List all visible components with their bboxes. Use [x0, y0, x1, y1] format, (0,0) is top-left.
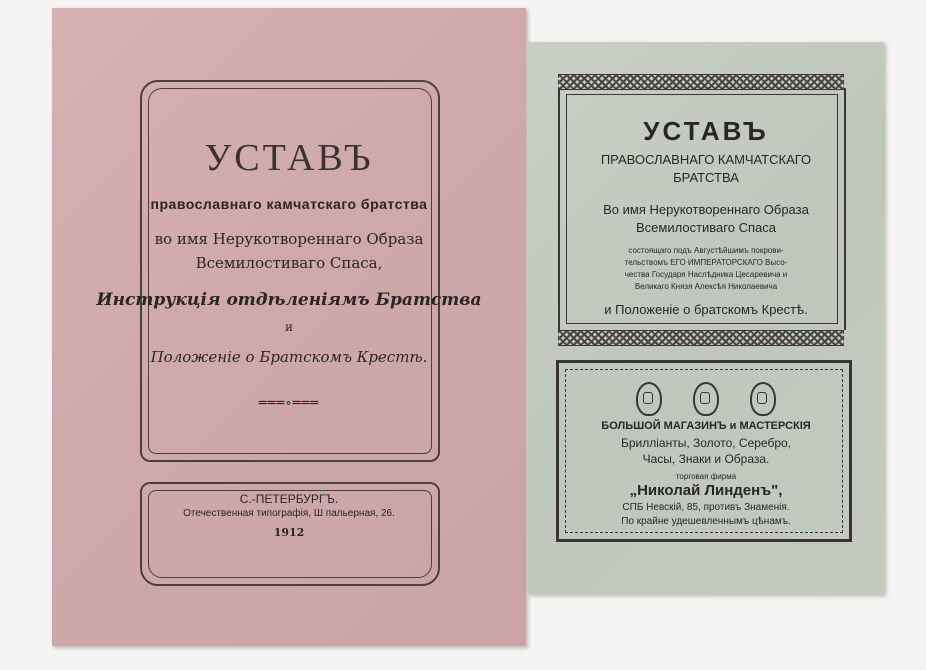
publication-year: 1912: [273, 526, 305, 539]
emblem-row: [528, 382, 884, 420]
publication-city: С.-ПЕТЕРБУРГЪ.: [239, 492, 339, 506]
coat-of-arms-icon: [693, 382, 719, 416]
brotherhood-name-line-2: БРАТСТВА: [673, 170, 739, 185]
left-booklet-cover: [52, 8, 526, 646]
cover-title: УСТАВЪ: [204, 137, 374, 179]
ornamental-band-bottom: [558, 330, 844, 346]
ad-address: СПБ Невскій, 85, противъ Знаменія.: [622, 502, 790, 513]
coat-of-arms-icon: [636, 382, 662, 416]
patronage-line-1: состоящаго подъ Августѣйшимъ покрови-: [628, 246, 784, 255]
ad-shop-heading: БОЛЬШОЙ МАГАЗИНЪ и МАСТЕРСКІЯ: [601, 420, 811, 432]
patronage-line-2: тельствомъ ЕГО ИМПЕРАТОРСКАГО Высо-: [624, 258, 788, 267]
brotherhood-name-line-1: ПРАВОСЛАВНАГО КАМЧАТСКАГО: [600, 152, 812, 167]
dedication-line-2: Всемилостиваго Спаса: [636, 220, 776, 235]
dedication-line-1: во имя Нерукотвореннаго Образа: [154, 230, 424, 248]
dedication-line-2: Всемилостиваго Спаса,: [195, 254, 383, 272]
coat-of-arms-icon: [750, 382, 776, 416]
ad-goods-line-1: Брилліанты, Золото, Серебро,: [620, 436, 792, 450]
ornament-divider: ═══∘═══: [258, 396, 320, 411]
ad-prices: По крайне удешевленнымъ цѣнамъ.: [621, 516, 791, 527]
cover-title: УСТАВЪ: [643, 116, 769, 146]
cross-regulation-title: Положеніе о Братскомъ Крестѣ.: [150, 348, 428, 366]
conjunction: и: [285, 320, 293, 334]
dedication-line-1: Во имя Нерукотвореннаго Образа: [603, 202, 809, 217]
cross-regulation-title: и Положеніе о братскомъ Крестѣ.: [604, 302, 808, 317]
ad-firm-label: торговая фирма: [675, 472, 737, 481]
ad-goods-line-2: Часы, Знаки и Образа.: [642, 452, 770, 466]
ad-firm-name: „Николай Линденъ",: [629, 482, 783, 499]
patronage-line-4: Великаго Князя Алексѣя Николаевича: [634, 282, 778, 291]
patronage-line-3: чества Государя Наслѣдника Цесаревича и: [624, 270, 788, 279]
brotherhood-name: православнаго камчатскаго братства: [150, 196, 428, 212]
right-booklet-cover: [528, 42, 884, 594]
instruction-title: Инструкція отдѣленіямъ Братства: [96, 290, 482, 310]
printer-imprint: Отечественная типографія, Ш пальерная, 26.: [183, 508, 395, 519]
